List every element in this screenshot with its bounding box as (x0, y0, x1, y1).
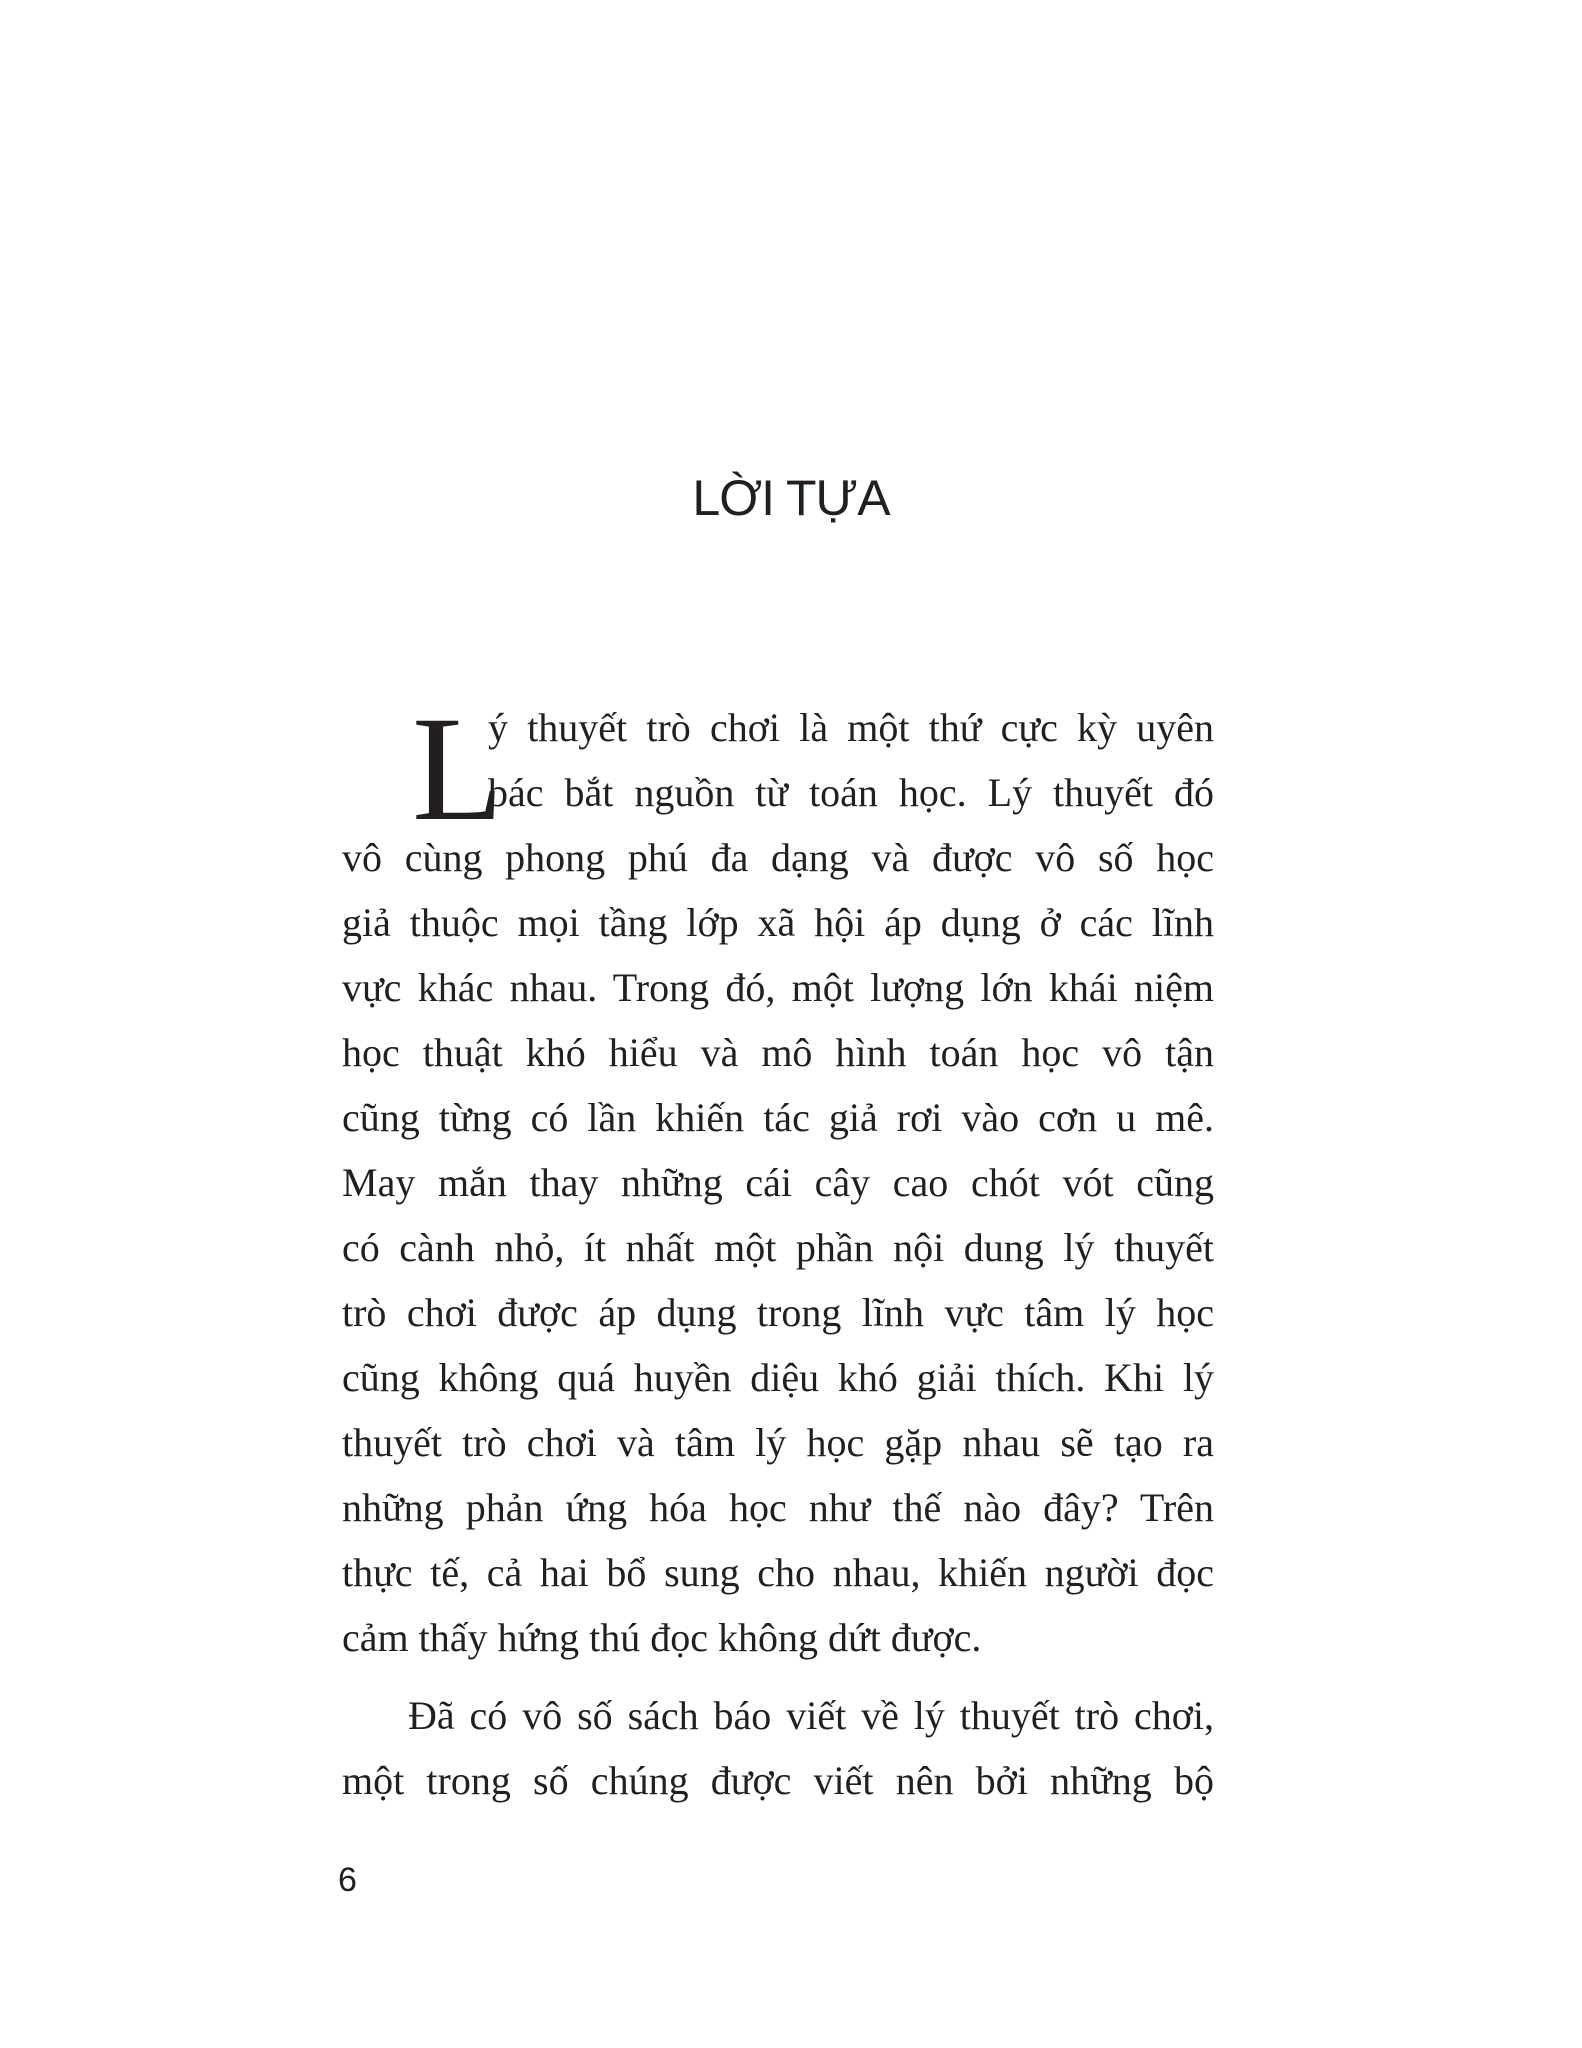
text-line: có cành nhỏ, ít nhất một phần nội dung lý thuyết (342, 1225, 1214, 1270)
text-line: vô cùng phong phú đa dạng và được vô số học (342, 835, 1214, 880)
drop-cap: L (412, 686, 504, 852)
text-line: học thuật khó hiểu và mô hình toán học vô tận (342, 1030, 1214, 1075)
text-line: giả thuộc mọi tầng lớp xã hội áp dụng ở các lĩnh (342, 900, 1214, 945)
text-line: trò chơi được áp dụng trong lĩnh vực tâm lý học (342, 1290, 1214, 1335)
text-line: cảm thấy hứng thú đọc không dứt được. (342, 1615, 982, 1660)
page-number: 6 (338, 1861, 357, 1899)
text-line: vực khác nhau. Trong đó, một lượng lớn khái niệm (342, 965, 1214, 1010)
text-line: Đã có vô số sách báo viết về lý thuyết trò chơi, (408, 1693, 1214, 1738)
paragraph-2 (342, 1683, 1214, 1813)
text-line: thực tế, cả hai bổ sung cho nhau, khiến người đọc (342, 1550, 1214, 1595)
text-line: thuyết trò chơi và tâm lý học gặp nhau sẽ tạo ra (342, 1420, 1214, 1465)
text-line: một trong số chúng được viết nên bởi những bộ (342, 1758, 1214, 1803)
text-line: May mắn thay những cái cây cao chót vót cũng (342, 1160, 1214, 1205)
text-line: cũng từng có lần khiến tác giả rơi vào cơn u mê. (342, 1095, 1214, 1140)
text-line: ý thuyết trò chơi là một thứ cực kỳ uyên (488, 705, 1214, 750)
text-line: cũng không quá huyền diệu khó giải thích. Khi lý (342, 1355, 1214, 1400)
paragraph-1 (342, 686, 1214, 1670)
text-line: những phản ứng hóa học như thế nào đây? Trên (342, 1485, 1214, 1530)
text-line: bác bắt nguồn từ toán học. Lý thuyết đó (488, 770, 1214, 815)
page-title: LỜI TỰA (692, 470, 890, 526)
